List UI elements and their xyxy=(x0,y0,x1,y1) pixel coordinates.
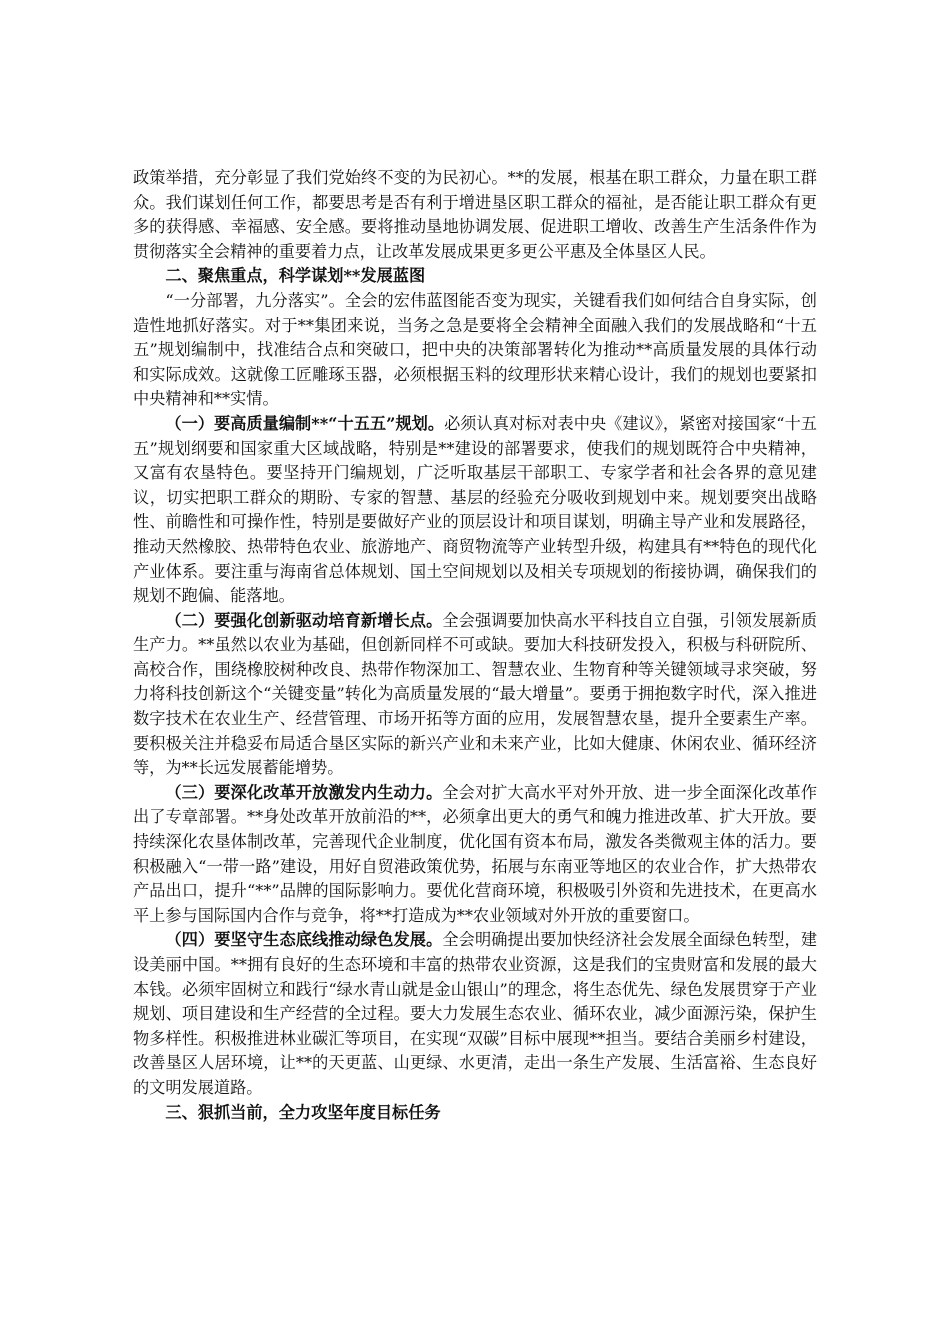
subsection-heading: （三）要深化改革开放激发内生动力。 xyxy=(165,782,443,802)
subsection-heading: （一）要高质量编制**“十五五”规划。 xyxy=(165,413,445,433)
subsection-paragraph xyxy=(133,412,817,609)
subsection-heading: （二）要强化创新驱动培育新增长点。 xyxy=(165,610,443,630)
subsection-text: 全会明确提出要加快经济社会发展全面绿色转型，建设美丽中国。**拥有良好的生态环境和丰富的热带农业资源，这是我们的宝贵财富和发展的最大本钱。必须牢固树立和践行“绿水青山就是金山银山”的理念，将生态优先、绿色发展贯穿于产业规划、项目建设和生产经营的全过程。要大力发展生态农业、循环农业，减少面源污染，保护生物多样性。积极推进林业碳汇等项目，在实现“双碳”目标中展现**担当。要结合美丽乡村建设，改善垦区人居环境，让**的天更蓝、山更绿、水更清，走出一条生产发展、生活富裕、生态良好的文明发展道路。 xyxy=(133,930,818,1097)
subsection-paragraph xyxy=(133,928,817,1100)
subsection-text: 全会强调要加快高水平科技自立自强，引领发展新质生产力。**虽然以农业为基础，但创新同样不可或缺。要加大科技研发投入，积极与科研院所、高校合作，围绕橡胶树种改良、热带作物深加工、智慧农业、生物育种等关键领域寻求突破，努力将科技创新这个“关键变量”转化为高质量发展的“最大增量”。要勇于拥抱数字时代，深入推进数字技术在农业生产、经营管理、市场开拓等方面的应用，发展智慧农垦，提升全要素生产率。要积极关注并稳妥布局适合垦区实际的新兴产业和未来产业，比如大健康、休闲农业、循环经济等，为**长远发展蓄能增势。 xyxy=(133,610,818,778)
subsection-text: 全会对扩大高水平对外开放、进一步全面深化改革作出了专章部署。**身处改革开放前沿的**，必须拿出更大的勇气和魄力推进改革、扩大开放。要持续深化农垦体制改革，完善现代企业制度，优化国有资本布局，激发各类微观主体的活力。要积极融入“一带一路”建设，用好自贸港政策优势，拓展与东南亚等地区的农业合作，扩大热带农产品出口，提升“**”品牌的国际影响力。要优化营商环境，积极吸引外资和先进技术，在更高水平上参与国际国内合作与竞争，将**打造成为**农业领域对外开放的重要窗口。 xyxy=(133,782,818,925)
subsection-paragraph xyxy=(133,609,817,781)
subsection-paragraph xyxy=(133,781,817,929)
document-page xyxy=(133,166,817,1125)
body-paragraph: 政策举措，充分彰显了我们党始终不变的为民初心。**的发展，根基在职工群众，力量在职工群众。我们谋划任何工作，都要思考是否有利于增进垦区职工群众的福祉，是否能让职工群众有更多的获得感、幸福感、安全感。要将推动垦地协调发展、促进职工增收、改善生产生活条件作为贯彻落实全会精神的重要着力点，让改革发展成果更多更公平惠及全体垦区人民。 xyxy=(133,168,817,261)
subsection-heading: （四）要坚守生态底线推动绿色发展。 xyxy=(165,930,443,950)
body-paragraph: “一分部署，九分落实”。全会的宏伟蓝图能否变为现实，关键看我们如何结合自身实际，创造性地抓好落实。对于**集团来说，当务之急是要将全会精神全面融入我们的发展战略和“十五五”规划编制中，找准结合点和突破口，把中央的决策部署转化为推动**高质量发展的具体行动和实际成效。这就像工匠雕琢玉器，必须根据玉料的纹理形状来精心设计，我们的规划也要紧扣中央精神和**实情。 xyxy=(133,290,817,409)
subsection-text: 必须认真对标对表中央《建议》，紧密对接国家“十五五”规划纲要和国家重大区域战略，特别是**建设的部署要求，使我们的规划既符合中央精神，又富有农垦特色。要坚持开门编规划，广泛听取基层干部职工、专家学者和社会各界的意见建议，切实把职工群众的期盼、专家的智慧、基层的经验充分吸收到规划中来。规划要突出战略性、前瞻性和可操作性，特别是要做好产业的顶层设计和项目谋划，明确主导产业和发展路径，推动天然橡胶、热带特色农业、旅游地产、商贸物流等产业转型升级，构建具有**特色的现代化产业体系。要注重与海南省总体规划、国土空间规划以及相关专项规划的衔接协调，确保我们的规划不跑偏、能落地。 xyxy=(133,413,817,606)
section-heading: 三、狠抓当前，全力攻坚年度目标任务 xyxy=(165,1102,441,1122)
section-heading: 二、聚焦重点，科学谋划**发展蓝图 xyxy=(165,266,426,286)
